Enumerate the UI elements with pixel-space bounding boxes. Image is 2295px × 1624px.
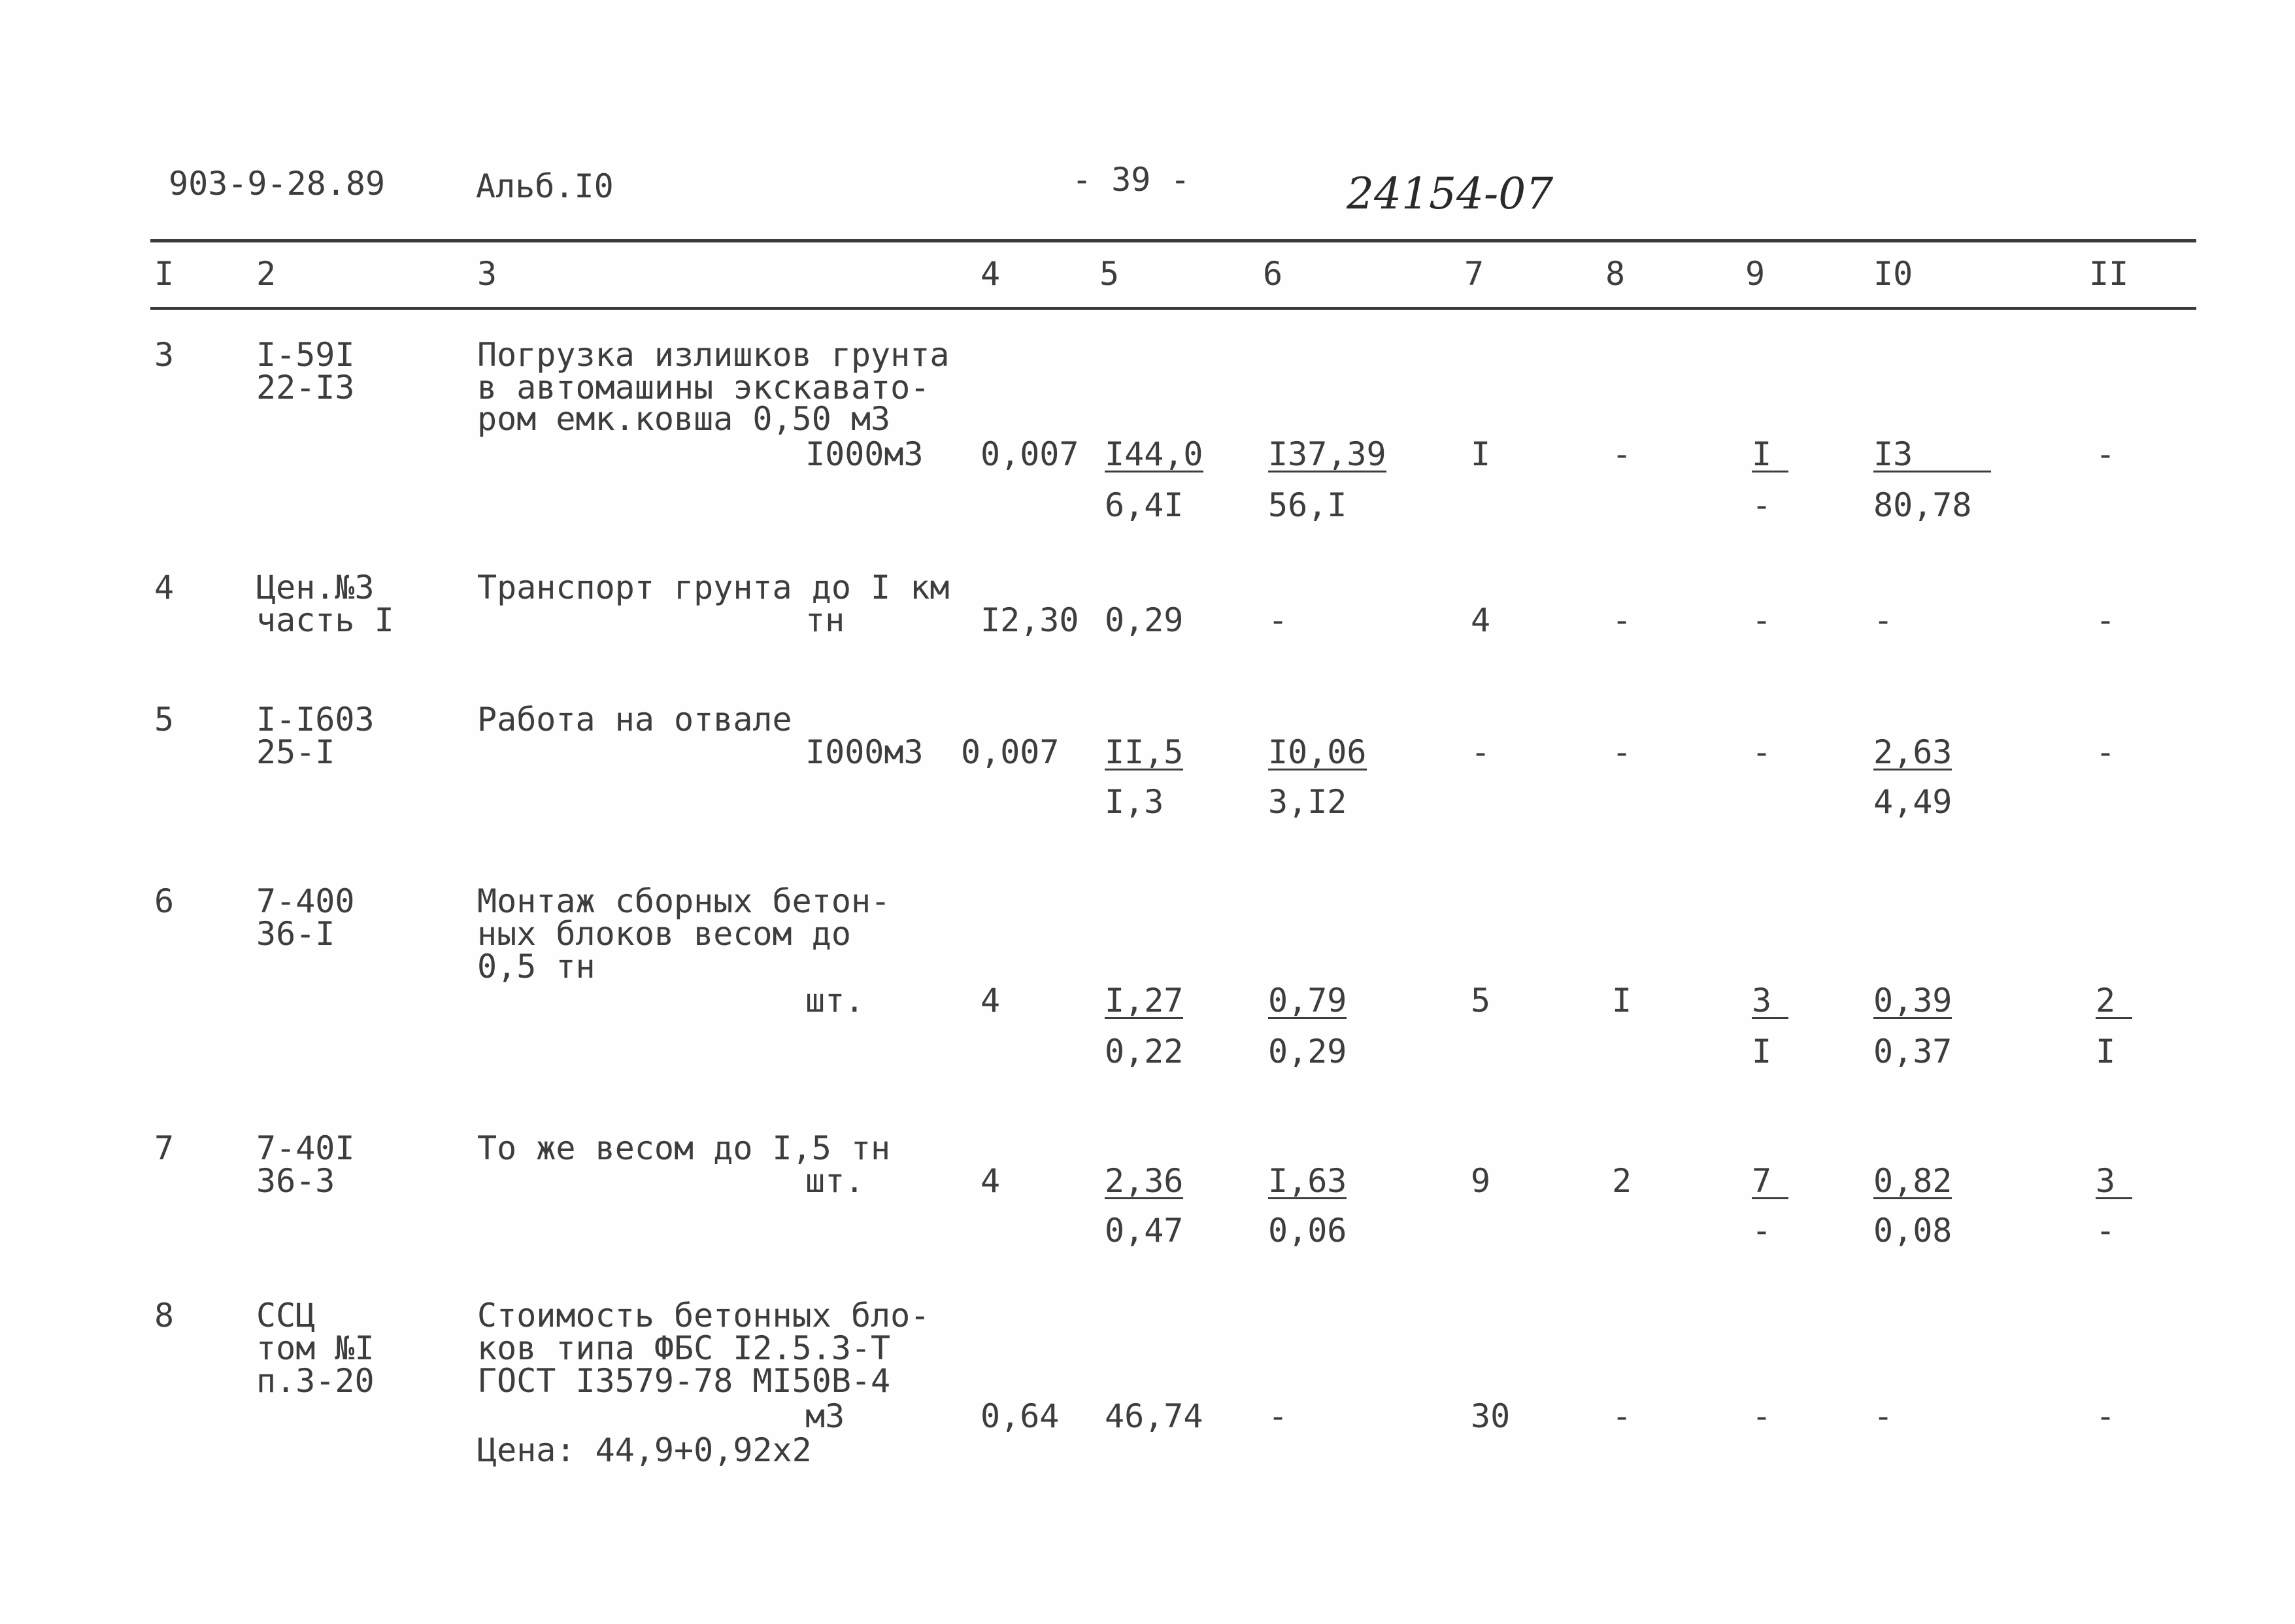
cell-col11-bottom: I [2096, 1033, 2116, 1070]
cell-col5-top: 2,36 [1105, 1162, 1184, 1200]
cell-col10-bottom: 0,08 [1873, 1212, 1952, 1250]
cell-col8: - [1612, 733, 1632, 771]
cell-col10: - [1873, 1397, 1894, 1435]
handwritten-number: 24154-07 [1347, 169, 1554, 219]
row-unit: м3 [805, 1397, 845, 1435]
cell-col6: - [1268, 1397, 1288, 1435]
row-code-line: 25-I [256, 733, 335, 771]
cell-col5-top: I44,0 [1105, 435, 1203, 473]
cell-col9-top: I [1752, 438, 1788, 472]
cell-col11: - [2096, 1397, 2116, 1435]
document-code: 903-9-28.89 [169, 165, 386, 203]
row-description-line: ков типа ФБС I2.5.3-Т [477, 1329, 891, 1367]
cell-col11-top: 2 [2096, 984, 2132, 1019]
row-code-line: 36-I [256, 915, 335, 953]
row-number: 7 [154, 1129, 175, 1167]
row-number: 6 [154, 882, 175, 920]
cell-col6-top: I0,06 [1268, 733, 1367, 771]
row-description-line: ГОСТ I3579-78 МI50В-4 [477, 1362, 891, 1400]
row-code-line: I-I603 [256, 701, 375, 738]
cell-col11: - [2096, 435, 2116, 473]
cell-col9: - [1752, 1397, 1772, 1435]
cell-col9-top: 7 [1752, 1165, 1788, 1199]
album-number: Альб.I0 [476, 167, 614, 205]
column-number-9: 9 [1745, 255, 1766, 293]
cell-col4: 4 [980, 1162, 1001, 1200]
row-description-line: ных блоков весом до [477, 915, 851, 953]
cell-col6-bottom: 56,I [1268, 486, 1347, 524]
row-number: 5 [154, 701, 175, 738]
cell-col4: 0,007 [980, 435, 1079, 473]
cell-col10-top: 0,82 [1873, 1162, 1952, 1200]
cell-col5-bottom: 6,4I [1105, 486, 1184, 524]
cell-col7: I [1471, 435, 1491, 473]
header-rule [150, 307, 2196, 310]
cell-col5: 46,74 [1105, 1397, 1203, 1435]
row-description-line: Погрузка излишков грунта [477, 336, 950, 374]
cell-col9-top: 3 [1752, 984, 1788, 1019]
row-description-line: в автомашины экскавато- [477, 369, 930, 406]
column-number-8: 8 [1605, 255, 1626, 293]
column-number-6: 6 [1263, 255, 1283, 293]
cell-col8: 2 [1612, 1162, 1632, 1200]
cell-col6-top: 0,79 [1268, 982, 1347, 1019]
cell-col6-top: I,63 [1268, 1162, 1347, 1200]
row-unit: I000м3 [805, 733, 924, 771]
cell-col6-bottom: 0,06 [1268, 1212, 1347, 1250]
row-description-line: То же весом до I,5 тн [477, 1129, 891, 1167]
cell-col5-top: II,5 [1105, 733, 1184, 771]
cell-col9-bottom: - [1752, 486, 1772, 524]
row-description-line: 0,5 тн [477, 948, 595, 986]
row-description-line: Монтаж сборных бетон- [477, 882, 891, 920]
cell-col4: I2,30 [980, 601, 1079, 639]
cell-col4: 0,64 [980, 1397, 1060, 1435]
column-number-7: 7 [1464, 255, 1484, 293]
cell-col10-top: 2,63 [1873, 733, 1952, 771]
column-number-10: I0 [1873, 255, 1913, 293]
top-rule [150, 239, 2196, 242]
cell-col7: 5 [1471, 982, 1491, 1019]
row-code-line: 7-400 [256, 882, 355, 920]
cell-col8: - [1612, 601, 1632, 639]
cell-col8: - [1612, 435, 1632, 473]
cell-col6-top: I37,39 [1268, 435, 1386, 473]
column-number-4: 4 [980, 255, 1001, 293]
cell-col10-bottom: 80,78 [1873, 486, 1972, 524]
cell-col7: 9 [1471, 1162, 1491, 1200]
cell-col7: 4 [1471, 601, 1491, 639]
row-code-line: п.3-20 [256, 1362, 375, 1400]
row-number: 3 [154, 336, 175, 374]
column-number-5: 5 [1099, 255, 1120, 293]
row-code-line: том №I [256, 1329, 375, 1367]
cell-col10: - [1873, 601, 1894, 639]
column-number-11: II [2089, 255, 2129, 293]
cell-col11: - [2096, 601, 2116, 639]
cell-col10-top: 0,39 [1873, 982, 1952, 1019]
row-description-line: Работа на отвале [477, 701, 792, 738]
cell-col11-top: 3 [2096, 1165, 2132, 1199]
cell-col7: 30 [1471, 1397, 1511, 1435]
cell-col5-bottom: I,3 [1105, 783, 1164, 821]
page-number: - 39 - [1072, 161, 1190, 199]
row-number: 8 [154, 1297, 175, 1334]
column-number-1: I [154, 255, 175, 293]
column-number-2: 2 [256, 255, 276, 293]
cell-col5-bottom: 0,22 [1105, 1033, 1184, 1070]
row-code-line: часть I [256, 601, 394, 639]
cell-col11-bottom: - [2096, 1212, 2116, 1250]
cell-col6-bottom: 3,I2 [1268, 783, 1347, 821]
cell-col5-bottom: 0,47 [1105, 1212, 1184, 1250]
cell-col9: - [1752, 601, 1772, 639]
row-description-line: ром емк.ковша 0,50 м3 [477, 400, 891, 438]
row-code-line: 22-I3 [256, 369, 355, 406]
cell-col7: - [1471, 733, 1491, 771]
cell-col8: - [1612, 1397, 1632, 1435]
cell-col10-bottom: 4,49 [1873, 783, 1952, 821]
cell-col4: 4 [980, 982, 1001, 1019]
cell-col9: - [1752, 733, 1772, 771]
cell-col9-bottom: - [1752, 1212, 1772, 1250]
cell-col5-top: I,27 [1105, 982, 1184, 1019]
row-description-line: Транспорт грунта до I км [477, 569, 950, 606]
cell-col6-bottom: 0,29 [1268, 1033, 1347, 1070]
row-code-line: I-59I [256, 336, 355, 374]
cell-col9-bottom: I [1752, 1033, 1772, 1070]
cell-col4: 0,007 [961, 733, 1060, 771]
row-description-line: Стоимость бетонных бло- [477, 1297, 930, 1334]
cell-col11: - [2096, 733, 2116, 771]
row-unit: шт. [805, 982, 865, 1019]
row-code-line: ССЦ [256, 1297, 316, 1334]
column-number-3: 3 [477, 255, 497, 293]
cell-col5: 0,29 [1105, 601, 1184, 639]
row-code-line: 36-3 [256, 1162, 335, 1200]
cell-col8: I [1612, 982, 1632, 1019]
cell-col10-bottom: 0,37 [1873, 1033, 1952, 1070]
row-unit: I000м3 [805, 435, 924, 473]
price-note: Цена: 44,9+0,92х2 [477, 1431, 812, 1469]
row-code-line: 7-40I [256, 1129, 355, 1167]
row-code-line: Цен.№3 [256, 569, 375, 606]
cell-col6: - [1268, 601, 1288, 639]
row-unit: шт. [805, 1162, 865, 1200]
cell-col10-top: I3 [1873, 438, 1991, 472]
row-number: 4 [154, 569, 175, 606]
row-unit: тн [805, 601, 845, 639]
